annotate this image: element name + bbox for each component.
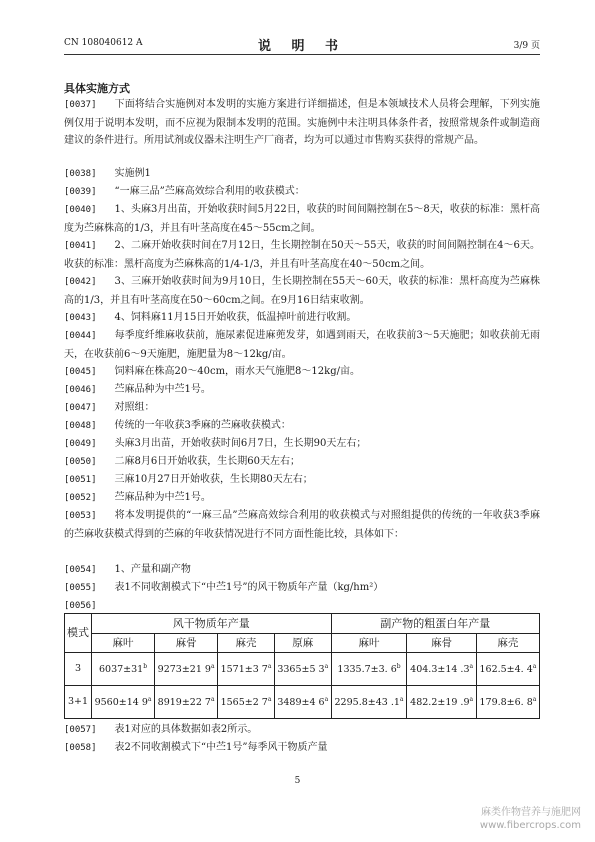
paragraph-number: [0039] (64, 187, 97, 197)
paragraph-number: [0055] (64, 583, 97, 593)
paragraph (64, 381, 540, 400)
paragraph-text: 传统的一年收获3季麻的苎麻收获模式： (114, 420, 291, 431)
paragraph-number: [0057] (64, 725, 97, 735)
paragraph-number: [0048] (64, 421, 97, 431)
paragraph (64, 363, 540, 382)
header-divider (64, 54, 540, 55)
value-text: 9560±14 9 (94, 697, 148, 709)
significance-letter: a (267, 663, 272, 671)
column-header: 麻叶 (92, 634, 155, 653)
watermark (480, 806, 581, 832)
significance-letter: b (396, 663, 401, 671)
paragraph-text: 1、头麻3月出苗，开始收获时间5月22日，收获的时间间隔控制在5～8天，收获的标准：黑杆高度为苎麻株高的1/3，并且有叶茎高度在45～55cm之间。 (64, 204, 540, 234)
paragraph-text: 苎麻品种为中苎1号。 (114, 384, 211, 395)
watermark-title: 麻类作物营养与施肥网 (481, 807, 581, 818)
paragraph-text: 将本发明提供的“一麻三品”苎麻高效综合利用的收获模式与对照组提供的传统的一年收获3季麻的苎麻收获模式得到的苎麻的年收获情况进行不同方面性能比较，具体如下： (64, 510, 540, 540)
paragraph-text: 每季度纤维麻收获前，施尿素促进麻蔸发芽，如遇到雨天，在收获前3～5天施肥；如收获前无雨天，在收获前6～9天施肥，施肥量为8～12kg/亩。 (64, 330, 540, 360)
significance-letter: a (469, 663, 474, 671)
paragraph-number: [0050] (64, 457, 97, 467)
page-number: 5 (294, 776, 301, 786)
paragraph-text: 二麻8月6日开始收获，生长期60天左右； (114, 456, 300, 467)
paragraph-number: [0037] (64, 100, 97, 110)
value-cell (155, 653, 218, 686)
value-text: 3365±5 3 (277, 664, 325, 676)
paragraph (64, 489, 540, 508)
paragraph-text: 表1对应的具体数据如表2所示。 (114, 724, 258, 735)
value-text: 179.8±6. 8 (479, 697, 533, 709)
paragraph-text: 1、产量和副产物 (114, 564, 191, 575)
value-text: 1571±3 7 (220, 664, 268, 676)
paragraph (64, 237, 540, 273)
paragraph (64, 165, 540, 184)
paragraph-number: [0054] (64, 565, 97, 575)
yield-table (64, 613, 540, 719)
paragraph-text: 表1不同收割模式下“中苎1号”的风干物质年产量（kg/hm²） (114, 582, 384, 593)
value-text: 162.5±4. 4 (479, 664, 533, 676)
significance-letter: a (324, 696, 329, 704)
paragraph-text: 三麻10月27日开始收获，生长期80天左右； (114, 474, 313, 485)
column-header: 麻骨 (155, 634, 218, 653)
column-header: 麻壳 (476, 634, 539, 653)
value-text: 2295.8±43 .1 (334, 697, 400, 709)
paragraph (64, 273, 540, 309)
significance-letter: a (532, 696, 537, 704)
significance-letter: a (147, 696, 152, 704)
watermark-url: www.fibercrops.com (479, 820, 581, 831)
paragraph (64, 453, 540, 472)
paragraph (64, 507, 540, 543)
significance-letter: a (399, 696, 404, 704)
paragraph-number: [0058] (64, 743, 97, 753)
significance-letter: a (267, 696, 272, 704)
paragraph-text: 实施例1 (114, 168, 151, 179)
value-text: 8919±22 7 (157, 697, 211, 709)
column-header: 麻壳 (218, 634, 275, 653)
value-text: 9273±21 9 (157, 664, 211, 676)
value-text: 3489±4 6 (277, 697, 325, 709)
paragraph-number: [0047] (64, 403, 97, 413)
paragraph-number: [0049] (64, 439, 97, 449)
page-count: 3/9 页 (513, 41, 540, 51)
column-header: 麻叶 (331, 634, 407, 653)
significance-letter: a (469, 696, 474, 704)
paragraph-number: [0051] (64, 475, 97, 485)
paragraph-text: 对照组： (114, 402, 155, 413)
group-header-protein: 副产物的粗蛋白年产量 (331, 614, 539, 634)
paragraph-number: [0038] (64, 169, 97, 179)
value-cell (476, 653, 539, 686)
value-cell (218, 686, 275, 719)
paragraph-text: 下面将结合实施例对本发明的实施方案进行详细描述，但是本领域技术人员将会理解，下列实施例仅用于说明本发明，而不应视为限制本发明的范围。实施例中未注明具体条件者，按照常规条件或制造商建议的条件进行。所用试剂或仪器未注明生产厂商者，均为可以通过市售购买获得的常规产品。 (64, 99, 540, 146)
paragraph-number: [0052] (64, 493, 97, 503)
value-cell (218, 653, 275, 686)
paragraph-text: 苎麻品种为中苎1号。 (114, 492, 211, 503)
paragraph-number: [0044] (64, 331, 97, 341)
paragraph (64, 579, 540, 598)
paragraph (64, 183, 540, 202)
significance-letter: a (210, 663, 215, 671)
value-cell (155, 686, 218, 719)
paragraph-text: 表2不同收割模式下“中苎1号”每季风干物质产量 (114, 742, 328, 753)
value-cell (407, 686, 476, 719)
paragraph (64, 417, 540, 436)
paragraph-text: “一麻三品”苎麻高效综合利用的收获模式： (114, 186, 305, 197)
value-cell (476, 686, 539, 719)
section-title: 具体实施方式 (64, 82, 130, 95)
paragraph-number: [0045] (64, 367, 97, 377)
value-cell (331, 686, 407, 719)
paragraph (64, 399, 540, 418)
significance-letter: a (324, 663, 329, 671)
paragraph-number: [0040] (64, 205, 97, 215)
patent-number: CN 108040612 A (64, 38, 143, 48)
value-cell (92, 686, 155, 719)
page-header (64, 36, 540, 52)
value-text: 6037±31 (99, 664, 144, 676)
paragraph (64, 739, 540, 758)
paragraph (64, 561, 540, 580)
paragraph-number: [0043] (64, 313, 97, 323)
value-text: 1565±2 7 (220, 697, 268, 709)
value-cell (92, 653, 155, 686)
paragraph-text: 头麻3月出苗，开始收获时间6月7日，生长期90天左右； (114, 438, 367, 449)
paragraph-number: [0046] (64, 385, 97, 395)
value-text: 404.3±14 .3 (410, 664, 470, 676)
paragraph (64, 96, 540, 150)
paragraph (64, 201, 540, 237)
paragraph (64, 471, 540, 490)
significance-letter: a (532, 663, 537, 671)
significance-letter: a (210, 696, 215, 704)
significance-letter: b (143, 663, 148, 671)
paragraph-number: [0042] (64, 277, 97, 287)
value-cell (274, 686, 331, 719)
column-header: 麻骨 (407, 634, 476, 653)
paragraph-number: [0053] (64, 511, 97, 521)
paragraph-text: 饲料麻在株高20～40cm，雨水天气施肥8～12kg/亩。 (114, 366, 360, 377)
mode-cell: 3 (65, 653, 92, 686)
column-header: 原麻 (274, 634, 331, 653)
paragraph (64, 327, 540, 363)
paragraph-text: 3、三麻开始收获时间为9月10日，生长期控制在55天～60天，收获的标准：黑杆高度为苎麻株高的1/3，并且有叶茎高度在50～60cm之间。在9月16日结束收割。 (64, 276, 540, 306)
paragraph (64, 309, 540, 328)
table-row (65, 686, 540, 719)
value-text: 1335.7±3. 6 (337, 664, 397, 676)
value-text: 482.2±19 .9 (410, 697, 470, 709)
value-cell (274, 653, 331, 686)
group-header-dry-matter: 风干物质年产量 (92, 614, 332, 634)
paragraph-number: [0041] (64, 241, 97, 251)
paragraph-number: [0056] (64, 601, 97, 611)
table-row (65, 653, 540, 686)
doc-title: 说 明 书 (257, 39, 347, 54)
paragraph (64, 721, 540, 740)
mode-cell: 3+1 (65, 686, 92, 719)
value-cell (331, 653, 407, 686)
paragraph-text: 4、饲料麻11月15日开始收获，低温掉叶前进行收割。 (114, 312, 357, 323)
table-corner-header: 模式 (65, 614, 92, 653)
value-cell (407, 653, 476, 686)
paragraph-text: 2、二麻开始收获时间在7月12日，生长期控制在50天～55天，收获的时间间隔控制在4～6天。收获的标准：黑杆高度为苎麻株高的1/4-1/3，并且有叶茎高度在40～50cm之间。 (64, 240, 540, 270)
paragraph (64, 435, 540, 454)
